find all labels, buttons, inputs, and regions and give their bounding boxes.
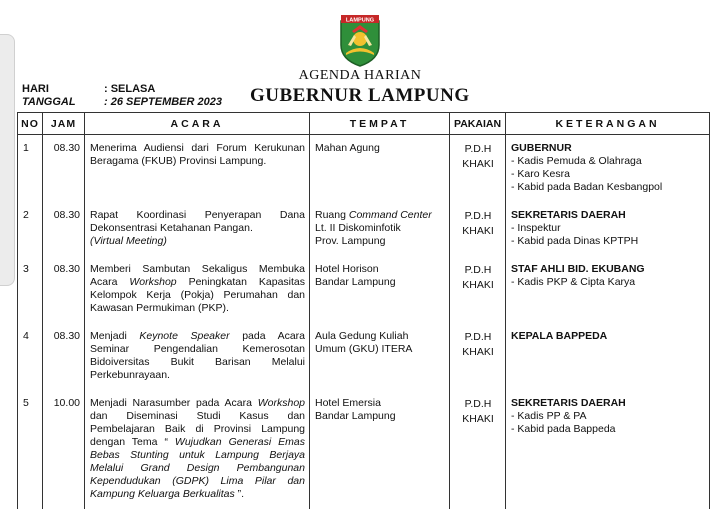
- venue-line: Prov. Lampung: [315, 235, 445, 248]
- row-number: 3: [18, 256, 43, 323]
- attire-color: KHAKI: [455, 412, 501, 427]
- table-row: [18, 323, 710, 390]
- notes-official: STAF AHLI BID. EKUBANG: [511, 263, 705, 276]
- venue-line: Ruang Command Center: [315, 209, 445, 222]
- svg-text:LAMPUNG: LAMPUNG: [346, 18, 374, 24]
- notes-attendee: - Kadis Pemuda & Olahraga: [511, 155, 705, 168]
- row-venue: [310, 135, 450, 203]
- column-header-keterangan: KETERANGAN: [506, 113, 710, 135]
- notes-attendee: - Kabid pada Bappeda: [511, 423, 705, 436]
- row-notes: [506, 390, 710, 509]
- event-text: Menjadi Keynote Speaker pada Acara Seminar Pengendalian Kemerosotan Bidoiversitas Bukit Barisan Melalui Perkebunrayaan.: [90, 330, 305, 382]
- venue-line: Bandar Lampung: [315, 276, 445, 289]
- row-event: [85, 323, 310, 390]
- table-row: [18, 135, 710, 203]
- row-notes: [506, 135, 710, 203]
- row-event: [85, 390, 310, 509]
- agenda-label: AGENDA HARIAN: [0, 68, 720, 84]
- row-time: 10.00: [43, 390, 85, 509]
- row-time: 08.30: [43, 135, 85, 203]
- row-number: 4: [18, 323, 43, 390]
- attire-type: P.D.H: [455, 397, 501, 412]
- row-number: 5: [18, 390, 43, 509]
- attire-color: KHAKI: [455, 278, 501, 293]
- venue-line: Mahan Agung: [315, 142, 445, 155]
- table-row: [18, 390, 710, 509]
- column-header-acara: ACARA: [85, 113, 310, 135]
- attire-color: KHAKI: [455, 224, 501, 239]
- attire-color: KHAKI: [455, 157, 501, 172]
- row-attire: [450, 256, 506, 323]
- day-label: HARI: [22, 83, 49, 95]
- notes-attendee: - Kadis PP & PA: [511, 410, 705, 423]
- venue-line: Hotel Emersia: [315, 397, 445, 410]
- agenda-body: [18, 135, 710, 509]
- table-row: [18, 202, 710, 256]
- row-venue: [310, 323, 450, 390]
- event-text: Menjadi Narasumber pada Acara Workshop dan Diseminasi Studi Kasus dan Pembelajaran Baik di Provinsi Lampung dengan Tema “ Wujudkan Generasi Emas Bebas Stunting untuk Lampung Berjaya Melalui Grand Design Pembangunan Kependudukan (GDPK) Lima Pilar dan Kampung Keluarga Berkualitas ”.: [90, 397, 305, 501]
- notes-attendee: - Karo Kesra: [511, 168, 705, 181]
- notes-official: KEPALA BAPPEDA: [511, 330, 705, 343]
- row-number: 1: [18, 135, 43, 203]
- day-value: : SELASA: [104, 83, 155, 95]
- attire-type: P.D.H: [455, 263, 501, 278]
- row-attire: [450, 135, 506, 203]
- agenda-table: [17, 112, 710, 509]
- date-value: : 26 SEPTEMBER 2023: [104, 96, 222, 108]
- attire-type: P.D.H: [455, 142, 501, 157]
- table-row: [18, 256, 710, 323]
- row-notes: [506, 256, 710, 323]
- row-venue: [310, 202, 450, 256]
- row-event: [85, 202, 310, 256]
- notes-official: SEKRETARIS DAERAH: [511, 397, 705, 410]
- row-time: 08.30: [43, 256, 85, 323]
- row-event: [85, 256, 310, 323]
- attire-type: P.D.H: [455, 209, 501, 224]
- row-attire: [450, 390, 506, 509]
- date-label: TANGGAL: [22, 96, 76, 108]
- venue-line: Hotel Horison: [315, 263, 445, 276]
- notes-attendee: - Kadis PKP & Cipta Karya: [511, 276, 705, 289]
- row-venue: [310, 390, 450, 509]
- row-attire: [450, 202, 506, 256]
- event-text: Memberi Sambutan Sekaligus Membuka Acara Workshop Peningkatan Kapasitas Kelompok Kerja (Pokja) Perumahan dan Kawasan Permukiman (PKP).: [90, 263, 305, 315]
- column-header-no: NO: [18, 113, 43, 135]
- page-title: GUBERNUR LAMPUNG: [250, 85, 470, 107]
- notes-official: GUBERNUR: [511, 142, 705, 155]
- event-text: (Virtual Meeting): [90, 235, 305, 248]
- table-header-row: [18, 113, 710, 135]
- row-time: 08.30: [43, 323, 85, 390]
- venue-line: Aula Gedung Kuliah: [315, 330, 445, 343]
- row-notes: [506, 323, 710, 390]
- notes-attendee: - Inspektur: [511, 222, 705, 235]
- row-number: 2: [18, 202, 43, 256]
- event-text: Rapat Koordinasi Penyerapan Dana Dekonsentrasi Ketahanan Pangan.: [90, 209, 305, 235]
- notes-official: SEKRETARIS DAERAH: [511, 209, 705, 222]
- event-text: Menerima Audiensi dari Forum Kerukunan Beragama (FKUB) Provinsi Lampung.: [90, 142, 305, 168]
- venue-line: Lt. II Diskominfotik: [315, 222, 445, 235]
- row-time: 08.30: [43, 202, 85, 256]
- notes-attendee: - Kabid pada Badan Kesbangpol: [511, 181, 705, 194]
- notes-attendee: - Kabid pada Dinas KPTPH: [511, 235, 705, 248]
- lampung-emblem-logo: [338, 13, 382, 67]
- column-header-tempat: TEMPAT: [310, 113, 450, 135]
- row-notes: [506, 202, 710, 256]
- venue-line: Umum (GKU) ITERA: [315, 343, 445, 356]
- column-header-jam: JAM: [43, 113, 85, 135]
- row-attire: [450, 323, 506, 390]
- row-venue: [310, 256, 450, 323]
- attire-type: P.D.H: [455, 330, 501, 345]
- column-header-pakaian: PAKAIAN: [450, 113, 506, 135]
- row-event: [85, 135, 310, 203]
- venue-line: Bandar Lampung: [315, 410, 445, 423]
- attire-color: KHAKI: [455, 345, 501, 360]
